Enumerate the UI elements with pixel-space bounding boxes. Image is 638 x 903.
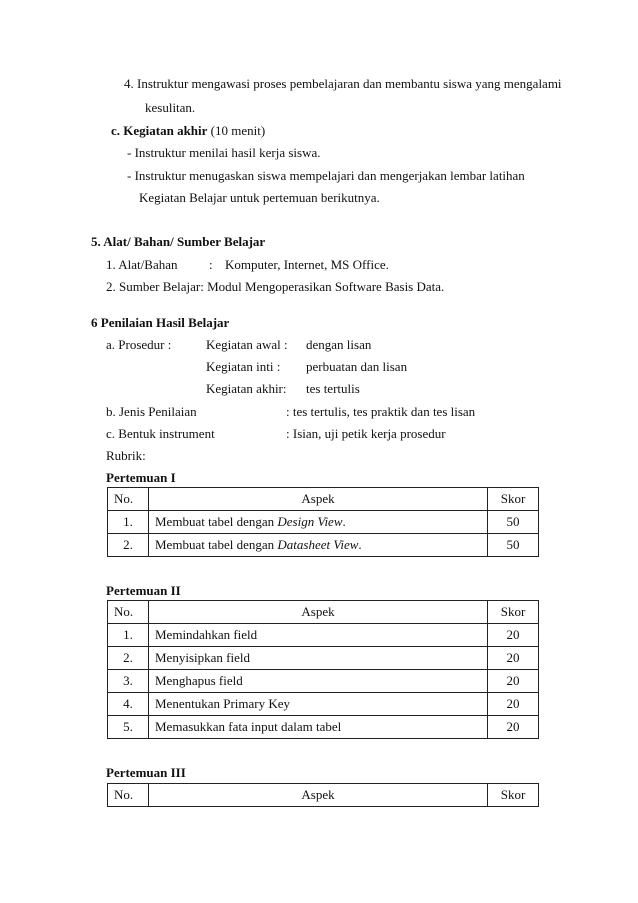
pertemuan-3-table <box>107 783 539 807</box>
step-4-line-2: kesulitan. <box>145 100 196 115</box>
row-skor: 20 <box>488 624 539 647</box>
row-aspek: Memindahkan field <box>149 624 488 647</box>
row-aspek-text: Membuat tabel dengan <box>155 537 278 552</box>
row-no: 2. <box>108 647 149 670</box>
bentuk-instrument-label: c. Bentuk instrument <box>106 426 215 441</box>
alat-value: Komputer, Internet, MS Office. <box>225 257 389 272</box>
row-skor: 50 <box>488 511 539 534</box>
row-aspek: Memasukkan fata input dalam tabel <box>149 716 488 739</box>
alat-separator: : <box>209 257 213 272</box>
kegiatan-akhir-label: c. Kegiatan akhir <box>111 123 208 138</box>
row-skor: 20 <box>488 693 539 716</box>
pertemuan-1-title: Pertemuan I <box>106 470 176 485</box>
section-5-heading: 5. Alat/ Bahan/ Sumber Belajar <box>91 234 266 249</box>
row-no: 5. <box>108 716 149 739</box>
row-skor: 50 <box>488 534 539 557</box>
prosedur-akhir-key: Kegiatan akhir: <box>206 381 287 396</box>
row-aspek-tail: . <box>358 537 362 552</box>
kegiatan-akhir-duration: (10 menit) <box>207 123 266 138</box>
table-row <box>108 511 539 534</box>
header-no: No. <box>108 784 149 807</box>
prosedur-awal-key: Kegiatan awal : <box>206 337 288 352</box>
kegiatan-akhir-heading <box>111 123 265 139</box>
row-skor: 20 <box>488 670 539 693</box>
sumber-belajar: 2. Sumber Belajar: Modul Mengoperasikan Software Basis Data. <box>106 279 445 294</box>
kegiatan-akhir-item-1: - Instruktur menilai hasil kerja siswa. <box>127 145 321 160</box>
table-row <box>108 670 539 693</box>
row-no: 3. <box>108 670 149 693</box>
kegiatan-akhir-item-2: - Instruktur menugaskan siswa mempelajari dan mengerjakan lembar latihan <box>127 168 525 183</box>
header-aspek: Aspek <box>149 488 488 511</box>
header-aspek: Aspek <box>149 784 488 807</box>
header-skor: Skor <box>488 784 539 807</box>
alat-label: 1. Alat/Bahan <box>106 257 178 272</box>
header-no: No. <box>108 601 149 624</box>
table-row <box>108 534 539 557</box>
prosedur-akhir-value: tes tertulis <box>306 381 360 396</box>
table-row <box>108 624 539 647</box>
row-no: 2. <box>108 534 149 557</box>
row-no: 1. <box>108 511 149 534</box>
row-aspek <box>149 511 488 534</box>
prosedur-inti-value: perbuatan dan lisan <box>306 359 408 374</box>
row-no: 4. <box>108 693 149 716</box>
header-skor: Skor <box>488 488 539 511</box>
row-aspek: Menentukan Primary Key <box>149 693 488 716</box>
kegiatan-akhir-item-3: Kegiatan Belajar untuk pertemuan berikutnya. <box>139 190 380 205</box>
pertemuan-2-table <box>107 600 539 739</box>
pertemuan-1-table <box>107 487 539 557</box>
row-aspek-text: Membuat tabel dengan <box>155 514 278 529</box>
row-skor: 20 <box>488 647 539 670</box>
jenis-penilaian-label: b. Jenis Penilaian <box>106 404 197 419</box>
header-no: No. <box>108 488 149 511</box>
step-4-line-1: 4. Instruktur mengawasi proses pembelajaran dan membantu siswa yang mengalami <box>124 76 562 91</box>
jenis-penilaian-value: : tes tertulis, tes praktik dan tes lisan <box>286 404 476 419</box>
pertemuan-2-title: Pertemuan II <box>106 583 181 598</box>
row-no: 1. <box>108 624 149 647</box>
row-aspek-em: Design View <box>277 514 343 529</box>
pertemuan-3-title: Pertemuan III <box>106 765 186 780</box>
row-aspek <box>149 534 488 557</box>
table-row <box>108 647 539 670</box>
row-skor: 20 <box>488 716 539 739</box>
table-row <box>108 693 539 716</box>
table-header-row <box>108 488 539 511</box>
row-aspek: Menyisipkan field <box>149 647 488 670</box>
table-row <box>108 716 539 739</box>
prosedur-inti-key: Kegiatan inti : <box>206 359 281 374</box>
row-aspek: Menghapus field <box>149 670 488 693</box>
prosedur-label: a. Prosedur : <box>106 337 172 352</box>
bentuk-instrument-value: : Isian, uji petik kerja prosedur <box>286 426 446 441</box>
header-skor: Skor <box>488 601 539 624</box>
prosedur-awal-value: dengan lisan <box>306 337 372 352</box>
table-header-row <box>108 601 539 624</box>
section-6-heading: 6 Penilaian Hasil Belajar <box>91 315 230 330</box>
header-aspek: Aspek <box>149 601 488 624</box>
table-header-row <box>108 784 539 807</box>
row-aspek-em: Datasheet View <box>277 537 359 552</box>
rubrik-label: Rubrik: <box>106 448 146 463</box>
row-aspek-tail: . <box>342 514 346 529</box>
